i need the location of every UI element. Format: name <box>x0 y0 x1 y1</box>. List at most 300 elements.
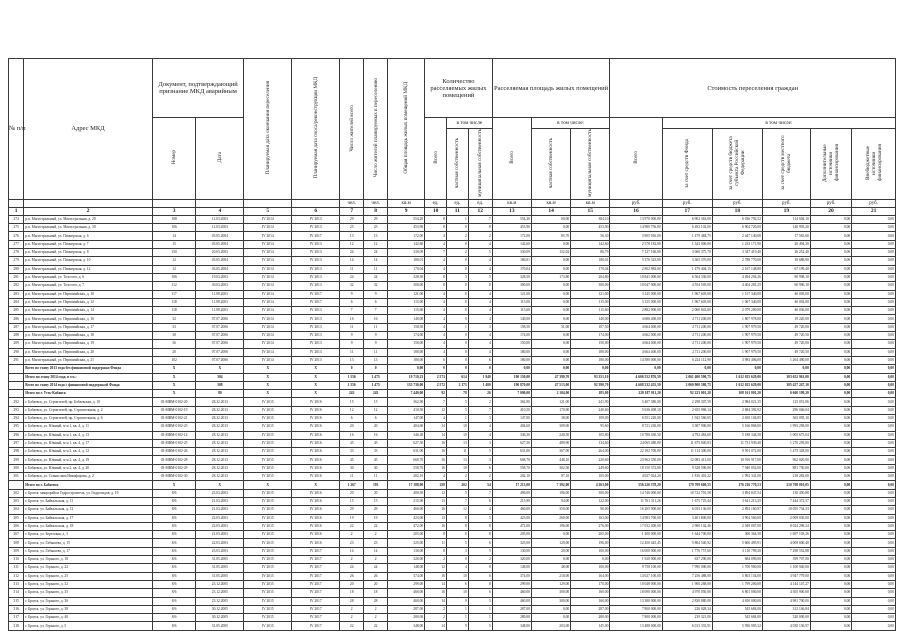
table-cell: Х <box>152 365 196 373</box>
table-cell: 0,00 <box>810 473 851 481</box>
table-cell: 4 494 294,26 <box>712 273 762 281</box>
table-cell: 410,50 <box>492 406 531 414</box>
table-cell: 13 <box>340 356 364 364</box>
table-row <box>9 448 896 456</box>
table-cell: 0,00 <box>531 614 570 622</box>
table-cell: 1 967 605,00 <box>662 298 712 306</box>
table-cell: 2 <box>364 614 388 622</box>
table-cell: 170,90 <box>531 406 570 414</box>
table-cell: 2 960 102,46 <box>662 522 712 530</box>
table-cell: 9 <box>446 597 468 605</box>
table-cell: 22 182 700,00 <box>610 448 662 456</box>
table-cell: 0,00 <box>852 456 896 464</box>
address-cell: г. Братск, ул. Горького, д. 40 <box>24 614 153 622</box>
table-cell: IV 2015 <box>244 423 292 431</box>
table-cell: 60,00 <box>531 215 570 223</box>
table-cell: 0,00 <box>852 406 896 414</box>
table-cell: IV 2013 <box>292 249 340 257</box>
table-cell: 0 <box>446 556 468 564</box>
table-cell: 16 <box>425 464 447 472</box>
table-cell: Х <box>244 481 292 489</box>
table-cell: 7 <box>468 215 492 223</box>
table-cell: 24 <box>340 249 364 257</box>
table-cell: 7 127 160,00 <box>610 249 662 257</box>
table-cell: Х <box>196 365 244 373</box>
table-cell: 0,00 <box>531 282 570 290</box>
table-cell: 11.03.2003 <box>196 215 244 223</box>
table-cell: IV 2014 <box>244 307 292 315</box>
table-cell: 108 <box>152 215 196 223</box>
table-cell <box>9 481 24 489</box>
table-cell: 135 730,00 <box>388 381 425 389</box>
table-cell: 11 761 311,26 <box>610 497 662 505</box>
table-cell: 1 270 259,00 <box>762 439 810 447</box>
address-cell: г. Братск, ул. Горького, д. 36 <box>24 597 153 605</box>
table-cell: 300 364,50 <box>712 531 762 539</box>
table-cell: 17 213,00 <box>492 481 531 489</box>
table-cell: 0 <box>446 365 468 373</box>
table-cell: 6 <box>446 580 468 588</box>
table-cell: 293 <box>9 406 24 414</box>
table-cell: 5 636 408,10 <box>610 406 662 414</box>
table-cell: 20 <box>340 580 364 588</box>
table-cell: 0,00 <box>810 539 851 547</box>
table-cell: 1 <box>446 614 468 622</box>
table-cell: 3 155 000,00 <box>610 298 662 306</box>
table-cell: 19 <box>340 514 364 522</box>
table-cell: 5 <box>446 539 468 547</box>
table-cell: 8/6 <box>152 614 196 622</box>
col-address-header: Адрес МКД <box>24 59 153 200</box>
table-cell: 6 <box>425 356 447 364</box>
table-cell: 22.03.2003 <box>196 514 244 522</box>
table-row <box>9 580 896 588</box>
table-cell: 8 <box>446 514 468 522</box>
table-cell: 8/6 <box>152 556 196 564</box>
table-cell: IV 2015 <box>244 589 292 597</box>
table-cell: 15 <box>364 497 388 505</box>
table-cell: 362,90 <box>388 398 425 406</box>
table-cell: 20 <box>340 489 364 497</box>
table-cell: 1 067 340,00 <box>712 298 762 306</box>
table-cell: 1 900 268,00 <box>662 580 712 588</box>
table-cell: 14 <box>425 622 447 630</box>
table-cell: Х <box>292 481 340 489</box>
table-cell: 404,60 <box>388 423 425 431</box>
table-cell: 11.08.2003 <box>196 298 244 306</box>
table-cell: 8 <box>425 273 447 281</box>
table-cell: 130,00 <box>492 547 531 555</box>
table-cell: 8/6 <box>152 589 196 597</box>
table-cell: 1 992 341,00 <box>712 473 762 481</box>
table-cell: 11 <box>340 473 364 481</box>
table-cell: 12 083 413,00 <box>662 456 712 464</box>
table-cell: 180,01 <box>388 257 425 265</box>
table-cell: 47 390,70 <box>531 373 570 381</box>
table-cell: 276 <box>9 232 24 240</box>
table-cell: 16 205 900,00 <box>610 506 662 514</box>
table-cell: 16 <box>425 589 447 597</box>
area-private-label: частная собственность <box>548 137 555 189</box>
table-cell: IV 2016 <box>292 473 340 481</box>
table-cell: 374,00 <box>492 572 531 580</box>
table-cell: 20.03.2003 <box>196 249 244 257</box>
table-cell: 28.12.2013 <box>196 423 244 431</box>
table-cell: 16 <box>340 431 364 439</box>
table-cell: 2 711 200,00 <box>662 323 712 331</box>
table-row <box>9 489 896 497</box>
table-cell: 287,00 <box>388 605 425 613</box>
table-cell: 07.07.2006 <box>196 348 244 356</box>
table-cell: 1 267 <box>340 481 364 489</box>
table-cell: IV 2013 <box>292 348 340 356</box>
table-cell: IV 2017 <box>292 589 340 597</box>
table-cell: 21.03.2003 <box>196 497 244 505</box>
table-cell: IV 2016 <box>292 448 340 456</box>
table-cell: 0 <box>468 365 492 373</box>
table-cell: 22 <box>340 522 364 530</box>
table-cell: 40 002,00 <box>762 298 810 306</box>
table-cell: 308 <box>9 539 24 547</box>
table-cell: 26 <box>340 572 364 580</box>
table-cell: 97,10 <box>531 473 570 481</box>
column-number-cell: 8 <box>364 207 388 215</box>
table-cell: 1 <box>446 323 468 331</box>
table-cell: 284 <box>9 298 24 306</box>
table-cell: 19 <box>364 514 388 522</box>
table-cell: 3 894 847,54 <box>712 489 762 497</box>
address-cell: р.п. Магистральный, ул. Магистральная, д. 30 <box>24 224 153 232</box>
table-row <box>9 522 896 530</box>
table-cell: IV 2016 <box>292 414 340 422</box>
unit-cell: кв.м <box>492 199 531 207</box>
table-cell: 1 943 560,05 <box>662 414 712 422</box>
table-cell: 6 564 330,00 <box>662 273 712 281</box>
table-cell: IV 2013 <box>292 273 340 281</box>
area-municipal-header <box>571 129 610 200</box>
table-cell: 23.12.2005 <box>196 589 244 597</box>
table-cell: 142,60 <box>571 240 610 248</box>
table-cell: 1 807 978,00 <box>712 315 762 323</box>
table-cell: 24 <box>364 273 388 281</box>
table-cell: 1 <box>446 215 468 223</box>
table-cell: 2 650 104,85 <box>712 414 762 422</box>
table-cell: 102 <box>152 356 196 364</box>
table-cell: 180,00 <box>571 348 610 356</box>
table-cell: 7 800 000,00 <box>610 614 662 622</box>
table-cell: IV 2015 <box>244 605 292 613</box>
table-cell: IV 2016 <box>292 431 340 439</box>
table-cell: 134,60 <box>571 439 610 447</box>
table-cell: 1 907 979,50 <box>712 332 762 340</box>
table-cell: 0,00 <box>571 365 610 373</box>
table-cell: IV 2014 <box>244 257 292 265</box>
table-cell: 0,00 <box>852 506 896 514</box>
table-cell: 448,10 <box>531 456 570 464</box>
table-cell: 0,00 <box>852 340 896 348</box>
table-cell: 12 <box>425 489 447 497</box>
table-cell: 150 <box>152 249 196 257</box>
rooms-group-header: Количество расселяемых жилых помещений <box>425 59 493 118</box>
table-cell: 170,04 <box>571 265 610 273</box>
table-cell: IV 2014 <box>244 282 292 290</box>
table-cell: 4 <box>425 323 447 331</box>
table-cell: 108 161 001,20 <box>712 390 762 398</box>
table-cell: Х <box>196 481 244 489</box>
table-cell: 16 <box>425 456 447 464</box>
table-cell: 5 864 540,92 <box>662 539 712 547</box>
table-cell: 2 <box>364 605 388 613</box>
table-cell: 627,50 <box>388 439 425 447</box>
table-cell: 300,00 <box>571 282 610 290</box>
table-cell: 320,00 <box>492 556 531 564</box>
table-cell: 2 173 <box>446 381 468 389</box>
table-cell: 6 <box>468 589 492 597</box>
table-cell: 0,00 <box>852 605 896 613</box>
table-cell: 24 <box>364 249 388 257</box>
table-cell: 4 981 700,00 <box>762 597 810 605</box>
table-cell: 300,00 <box>571 489 610 497</box>
address-cell: г. Братск, ул. Горького, д. 38 <box>24 605 153 613</box>
table-cell: IV 2017 <box>292 547 340 555</box>
table-cell: 290 <box>9 348 24 356</box>
table-cell: IV 2016 <box>292 439 340 447</box>
table-cell: 2 <box>468 473 492 481</box>
table-cell: 346,30 <box>492 431 531 439</box>
table-cell: 160,00 <box>571 597 610 605</box>
table-cell: 95,60 <box>571 423 610 431</box>
table-cell: 20 <box>364 489 388 497</box>
table-cell: 14 983 700,00 <box>610 514 662 522</box>
table-cell: 07.07.2006 <box>196 315 244 323</box>
table-cell: 4 <box>425 332 447 340</box>
table-cell: 5 <box>468 622 492 630</box>
table-cell: 03-МВМ-0102-23 <box>152 423 196 431</box>
table-cell: 148,00 <box>492 564 531 572</box>
table-cell: 320 000,00 <box>762 614 810 622</box>
table-cell: IV 2017 <box>292 232 340 240</box>
table-row <box>9 605 896 613</box>
table-cell: 0,00 <box>852 481 896 489</box>
address-cell: г. Бабаевск, ул. Строителей, пр. Строительная, д. 6 <box>24 414 153 422</box>
table-cell: IV 2013 <box>292 315 340 323</box>
table-cell: 30.12.2005 <box>196 605 244 613</box>
table-cell: IV 2016 <box>292 398 340 406</box>
table-cell: 2 298 307,59 <box>662 398 712 406</box>
table-cell: 1 475 <box>364 373 388 381</box>
table-cell: 0,00 <box>810 315 851 323</box>
table-cell: 0,00 <box>810 522 851 530</box>
table-row <box>9 473 896 481</box>
table-cell: 0,00 <box>810 423 851 431</box>
table-cell: 313 <box>9 580 24 588</box>
unit-cell: руб. <box>712 199 762 207</box>
table-cell: 174,00 <box>388 332 425 340</box>
table-body <box>9 215 896 630</box>
table-cell: IV 2016 <box>292 497 340 505</box>
table-cell: 279 <box>9 257 24 265</box>
table-cell: 316 <box>9 605 24 613</box>
table-cell: 117 <box>152 290 196 298</box>
table-cell: 1 157 340,00 <box>712 290 762 298</box>
table-cell: IV 2017 <box>292 614 340 622</box>
table-cell: 631,00 <box>492 448 531 456</box>
table-cell: Х <box>152 381 196 389</box>
cost-total-header <box>610 118 662 200</box>
table-cell: 20 <box>364 580 388 588</box>
total-area-label: Общая площадь жилых помещений МКД <box>403 82 410 174</box>
table-cell: 0,00 <box>531 365 570 373</box>
table-cell: 8/6 <box>152 522 196 530</box>
table-cell: 13 <box>340 232 364 240</box>
table-row <box>9 298 896 306</box>
table-cell: 305 <box>9 514 24 522</box>
table-cell: IV 2015 <box>244 614 292 622</box>
table-cell: 31.05.2005 <box>196 564 244 572</box>
table-cell: 289 <box>9 340 24 348</box>
table-cell: IV 2015 <box>244 514 292 522</box>
table-cell: 215,90 <box>388 497 425 505</box>
table-cell: 4 <box>425 240 447 248</box>
table-cell: 11 <box>446 448 468 456</box>
table-cell: 2 <box>468 232 492 240</box>
table-row <box>9 622 896 630</box>
table-cell: IV 2016 <box>292 423 340 431</box>
table-cell: 2 <box>364 556 388 564</box>
table-cell: 4 664 400,00 <box>610 323 662 331</box>
table-cell: 0,00 <box>852 464 896 472</box>
table-cell: 17 032 400,00 <box>610 522 662 530</box>
table-cell: 24 <box>364 564 388 572</box>
table-cell: 330,09 <box>388 249 425 257</box>
table-cell: 1 <box>468 614 492 622</box>
table-cell: 0,00 <box>810 273 851 281</box>
table-cell: IV 2015 <box>244 580 292 588</box>
table-cell: Х <box>292 381 340 389</box>
table-cell: 0 <box>446 356 468 364</box>
table-row <box>9 240 896 248</box>
table-cell: 2 <box>446 249 468 257</box>
table-cell: 180,00 <box>388 356 425 364</box>
address-cell: Всего по этапу 2014 года с финансовой поддержкой Фонда <box>24 381 153 389</box>
table-cell: IV 2015 <box>244 448 292 456</box>
table-cell: 10 <box>446 423 468 431</box>
table-cell: 2 711 200,00 <box>662 315 712 323</box>
column-number-cell: 11 <box>446 207 468 215</box>
table-cell: 1 697 103,26 <box>762 531 810 539</box>
table-cell: 8/6 <box>152 622 196 630</box>
table-cell: 0,00 <box>852 249 896 257</box>
table-cell: 13 <box>446 439 468 447</box>
table-cell: IV 2017 <box>292 298 340 306</box>
table-cell: 03.05.2004 <box>196 232 244 240</box>
table-cell: 554,20 <box>492 215 531 223</box>
table-cell: IV 2014 <box>244 249 292 257</box>
table-cell: 1 612 025 629,00 <box>712 373 762 381</box>
table-cell: 0,00 <box>852 323 896 331</box>
table-cell: 19.03.2003 <box>196 273 244 281</box>
table-cell: 0,00 <box>852 597 896 605</box>
table-cell: 1 940 <box>468 373 492 381</box>
table-cell: 107,50 <box>571 323 610 331</box>
table-cell: 0,00 <box>531 224 570 232</box>
table-cell: IV 2015 <box>244 572 292 580</box>
table-cell: 0 <box>446 307 468 315</box>
table-cell: IV 2016 <box>292 406 340 414</box>
table-cell: 4 <box>468 257 492 265</box>
table-cell: 33 <box>364 448 388 456</box>
table-cell: IV 2016 <box>292 522 340 530</box>
table-cell: Х <box>292 365 340 373</box>
table-cell: IV 2014 <box>244 290 292 298</box>
table-cell: 278 <box>9 249 24 257</box>
table-cell: 10 722 701,58 <box>662 489 712 497</box>
table-cell: 2 <box>340 605 364 613</box>
table-cell: 0,00 <box>852 414 896 422</box>
table-cell: 292 <box>9 398 24 406</box>
table-cell: 23.03.2003 <box>196 489 244 497</box>
address-cell: г. Братск, ул. Горького, д. 5 <box>24 622 153 630</box>
table-cell: 8/6 <box>152 547 196 555</box>
table-cell: 23 962 350,00 <box>610 456 662 464</box>
column-number-cell: 7 <box>340 207 364 215</box>
table-cell: 118 <box>152 298 196 306</box>
table-cell: 172,00 <box>492 232 531 240</box>
table-cell: 29 <box>340 215 364 223</box>
table-cell: 202 <box>446 481 468 489</box>
table-cell: 4 <box>425 265 447 273</box>
table-cell: 962 020,00 <box>762 456 810 464</box>
table-cell: 311 <box>9 564 24 572</box>
table-cell: 283 <box>9 290 24 298</box>
table-cell: 109,00 <box>571 414 610 422</box>
table-cell: 0,00 <box>810 323 851 331</box>
table-cell: 226 028,34 <box>662 605 712 613</box>
table-cell: 140,00 <box>571 315 610 323</box>
table-cell: 03-МВМ-0102-30 <box>152 473 196 481</box>
table-cell: 460,00 <box>492 589 531 597</box>
table-cell: IV 2013 <box>292 356 340 364</box>
table-cell: 7 990 000,00 <box>662 564 712 572</box>
residents-label: Число жителей всего <box>348 104 355 152</box>
table-cell: 8/6 <box>152 572 196 580</box>
table-cell: 0,00 <box>852 332 896 340</box>
residents-header <box>340 59 364 200</box>
table-cell: 16 <box>364 315 388 323</box>
table-cell: 118 <box>152 307 196 315</box>
table-cell: 4 <box>425 290 447 298</box>
table-cell: 20 <box>152 348 196 356</box>
address-cell: г. Братск, ул. Горького, д. 22 <box>24 564 153 572</box>
table-cell: 0 <box>446 332 468 340</box>
table-cell: 8/6 <box>152 506 196 514</box>
table-row <box>9 307 896 315</box>
table-cell: 3 641 213,25 <box>712 497 762 505</box>
table-cell: 13 <box>364 356 388 364</box>
cost-regional-label: за счет средств бюджета субъекта Российской Федерации <box>728 136 747 190</box>
table-cell: 13 970 000,00 <box>610 215 662 223</box>
table-cell: 3 387 900,00 <box>662 423 712 431</box>
table-row <box>9 572 896 580</box>
table-cell: 4 664 400,00 <box>610 340 662 348</box>
table-cell: 13 <box>446 456 468 464</box>
address-cell: г. Братск, ул. Габышева, д. 15 <box>24 539 153 547</box>
table-cell: 121,00 <box>571 290 610 298</box>
table-cell: 142,60 <box>492 240 531 248</box>
table-cell: 7 <box>468 489 492 497</box>
table-cell: 1 100 940,00 <box>762 564 810 572</box>
table-cell: 106 <box>152 224 196 232</box>
